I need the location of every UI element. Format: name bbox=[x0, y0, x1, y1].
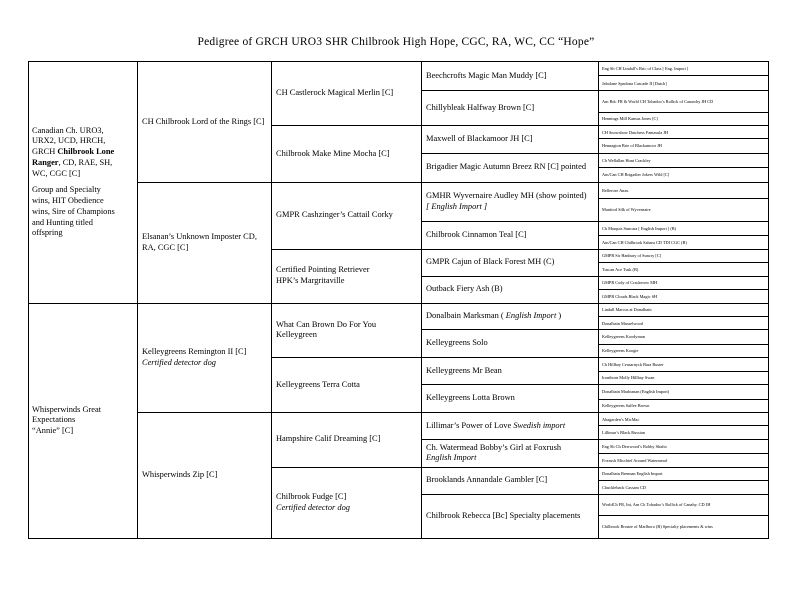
pedigree-cell-g5-7: Ch Wellallan Hunt Crackley bbox=[599, 153, 769, 167]
sire-prefix: GRCH bbox=[32, 147, 58, 157]
sdd-line2: HPK’s Margritaville bbox=[276, 276, 345, 286]
g4-13-part2: Swedish import bbox=[513, 420, 566, 430]
pedigree-cell-g5-11: Ch Marquis Suncara [ English Import ] (B) bbox=[599, 222, 769, 236]
pedigree-cell-g5-10: Manford Silk of Wyvernaire bbox=[599, 199, 769, 222]
sire-title-line2: URX2, UCD, HRCH, bbox=[32, 136, 106, 146]
pedigree-cell-dds: Hampshire Calif Dreaming [C] bbox=[272, 413, 422, 468]
pedigree-cell-g5-18: Donalbain Musselwood bbox=[599, 316, 769, 329]
sire-note-line4: and Hunting titled bbox=[32, 217, 93, 227]
pedigree-cell-g4-6: Chilbrook Cinnamon Teal [C] bbox=[422, 222, 599, 250]
pedigree-cell-sss: CH Castlerock Magical Merlin [C] bbox=[272, 62, 422, 126]
pedigree-cell-g5-25: Abagarden’s MicMac bbox=[599, 413, 769, 426]
g4-5-line2: [ English Import ] bbox=[426, 201, 488, 211]
pedigree-cell-g5-12: Am/Can CH Chilbrook Sahara CD TDI CGC (B) bbox=[599, 236, 769, 249]
pedigree-cell-g5-1: Eng Sh CH Lindall’s Bric of Class [ Eng. Import ] bbox=[599, 62, 769, 76]
sire-note-line3: wins, Sire of Champions bbox=[32, 206, 115, 216]
pedigree-cell-g5-21: Ch Hillbay Ceasarnyck Bara Buster bbox=[599, 358, 769, 371]
pedigree-cell-g5-2: Jabolane Spadona Cascade II [Dutch] bbox=[599, 76, 769, 90]
pedigree-cell-g4-5 bbox=[422, 182, 599, 221]
sire-title-line5: WC, CGC [C] bbox=[32, 168, 81, 178]
sire-name-part2: Ranger bbox=[32, 157, 59, 167]
pedigree-cell-g5-5: CH Snowsbow Dutchess Fantasula JH bbox=[599, 126, 769, 139]
ds-name: Kelleygreens Remington II [C] bbox=[142, 347, 247, 357]
pedigree-cell-g5-27: Eng Sh Ch Derrwood’s Bobby Shafto bbox=[599, 439, 769, 453]
pedigree-cell-g5-22: Ironthorn Molly Hillbay Swan bbox=[599, 371, 769, 384]
pedigree-cell-g5-31: WorldCh FR, Int, Am Ch Tobadoo’s Rollick of Canaby, CD JH bbox=[599, 494, 769, 516]
pedigree-cell-g5-32: Chilbrook Bronze of Marlboro (B) Specialty placements & wins bbox=[599, 516, 769, 539]
pedigree-cell-g5-16: GMPR Clouds Black Magic SH bbox=[599, 290, 769, 303]
pedigree-cell-g5-13: GMPR Sir Hanbury of Suncry [C] bbox=[599, 249, 769, 262]
pedigree-cell-dss: What Can Brown Do For You Kelleygreen bbox=[272, 303, 422, 358]
pedigree-cell-g5-20: Kelleygreens Koogie bbox=[599, 344, 769, 357]
pedigree-cell-g5-8: Am/Can CH Brigadier Jokers Wild [C] bbox=[599, 168, 769, 182]
pedigree-cell-dsd: Kelleygreens Terra Cotta bbox=[272, 358, 422, 413]
ddd-name: Chilbrook Fudge [C] bbox=[276, 492, 347, 502]
pedigree-cell-g4-9 bbox=[422, 303, 599, 330]
ds-note: Certified detector dog bbox=[142, 357, 216, 367]
pedigree-cell-g5-6: Hennagton Brie of Blackamoor JH bbox=[599, 139, 769, 153]
pedigree-cell-g4-12: Kelleygreens Lotta Brown bbox=[422, 385, 599, 413]
pedigree-cell-g5-3: Am Bdc FR & World CH Tobadoo’s Rollick of Canawby JH CD bbox=[599, 90, 769, 112]
pedigree-cell-g5-15: GMPR Cody of Crackerow MH bbox=[599, 276, 769, 289]
pedigree-cell-g5-28: Foxrush Mischief Around Watermead bbox=[599, 454, 769, 467]
g4-14-line1: Ch. Watermead Bobby’s Girl at Foxrush bbox=[426, 442, 562, 452]
pedigree-cell-ssd: Chilbrook Make Mine Mocha [C] bbox=[272, 126, 422, 183]
pedigree-cell-g4-15: Brooklands Annandale Gambler [C] bbox=[422, 467, 599, 494]
pedigree-cell-g4-7: GMPR Cajun of Black Forest MH (C) bbox=[422, 249, 599, 276]
ddd-note: Certified detector dog bbox=[276, 502, 350, 512]
pedigree-cell-g4-3: Maxwell of Blackamoor JH [C] bbox=[422, 126, 599, 154]
dam-title-line2: Expectations bbox=[32, 415, 76, 425]
pedigree-cell-ds bbox=[138, 303, 272, 412]
pedigree-cell-g4-2: Chillybleak Halfway Brown [C] bbox=[422, 90, 599, 125]
pedigree-cell-g4-14 bbox=[422, 439, 599, 467]
sire-title-line1: Canadian Ch. URO3, bbox=[32, 125, 104, 135]
sire-title-line3 bbox=[32, 147, 133, 158]
g4-14-line2: English Import bbox=[426, 453, 477, 463]
pedigree-cell-ss: CH Chilbrook Lord of the Rings [C] bbox=[138, 62, 272, 183]
g4-5-line1: GMHR Wyvernaire Audley MH (show pointed) bbox=[426, 191, 587, 201]
g4-9-part2: English Import bbox=[505, 311, 557, 321]
pedigree-cell-sdd bbox=[272, 249, 422, 303]
pedigree-cell-g5-17: Lindall Marcus at Donalbain bbox=[599, 303, 769, 316]
g4-9-part3: ) bbox=[556, 311, 562, 321]
pedigree-cell-ddd bbox=[272, 467, 422, 538]
pedigree-cell-g5-4: Hennings Mill Kansas Jones [C] bbox=[599, 112, 769, 125]
pedigree-cell-sd: Elsanan’s Unknown Imposter CD, RA, CGC [C] bbox=[138, 182, 272, 303]
g4-9-part1: Donalbain Marksman ( bbox=[426, 311, 506, 321]
sire-title-line4 bbox=[32, 158, 133, 169]
pedigree-cell-dd: Whisperwinds Zip [C] bbox=[138, 413, 272, 539]
pedigree-cell-g4-4: Brigadier Magic Autumn Breez RN [C] pointed bbox=[422, 153, 599, 182]
page-title: Pedigree of GRCH URO3 SHR Chilbrook High Hope, CGC, RA, WC, CC “Hope” bbox=[197, 36, 595, 48]
pedigree-cell-sds: GMPR Cashzinger’s Cattail Corky bbox=[272, 182, 422, 249]
sire-note-line1: Group and Specialty bbox=[32, 185, 101, 195]
pedigree-cell-g5-24: Kelleygreens Saffee Brown bbox=[599, 399, 769, 412]
pedigree-cell-g4-1: Beechcrofts Magic Man Muddy [C] bbox=[422, 62, 599, 91]
pedigree-cell-g4-13 bbox=[422, 413, 599, 440]
pedigree-cell-g5-29: Donalbain Brennan English Import bbox=[599, 467, 769, 480]
pedigree-cell-g4-11: Kelleygreens Mr Bean bbox=[422, 358, 599, 385]
sire-name-part1: Chilbrook Lone bbox=[57, 147, 115, 157]
pedigree-cell-g5-26: Lillimar’s Black Russian bbox=[599, 426, 769, 439]
sire-cell bbox=[29, 62, 138, 304]
pedigree-cell-g4-8: Outback Fiery Ash (B) bbox=[422, 276, 599, 303]
sire-note-line2: wins, HIT Obedience bbox=[32, 196, 104, 206]
sire-titles: , CD, RAE, SH, bbox=[58, 157, 113, 167]
sire-note-line5: offspring bbox=[32, 228, 63, 238]
pedigree-cell-g5-30: Chuckleback Cassam CD bbox=[599, 481, 769, 494]
sdd-line1: Certified Pointing Retriever bbox=[276, 265, 370, 275]
pedigree-cell-g4-10: Kelleygreens Solo bbox=[422, 330, 599, 358]
pedigree-cell-g5-19: Kelleygreens Koodyman bbox=[599, 330, 769, 344]
pedigree-table bbox=[28, 61, 769, 539]
pedigree-cell-g5-9: Bellerose Anzu bbox=[599, 182, 769, 199]
dam-title-line3: “Annie” [C] bbox=[32, 426, 74, 436]
dam-title-line1: Whisperwinds Great bbox=[32, 404, 102, 414]
dam-cell bbox=[29, 303, 138, 538]
pedigree-cell-g4-16: Chilbrook Rebecca [Bc] Specialty placements bbox=[422, 494, 599, 538]
pedigree-cell-g5-23: Donalbain Marksman (English Import) bbox=[599, 385, 769, 399]
pedigree-cell-g5-14: Tuscan Ace Tusk (B) bbox=[599, 263, 769, 276]
g4-13-part1: Lillimar’s Power of Love bbox=[426, 420, 514, 430]
